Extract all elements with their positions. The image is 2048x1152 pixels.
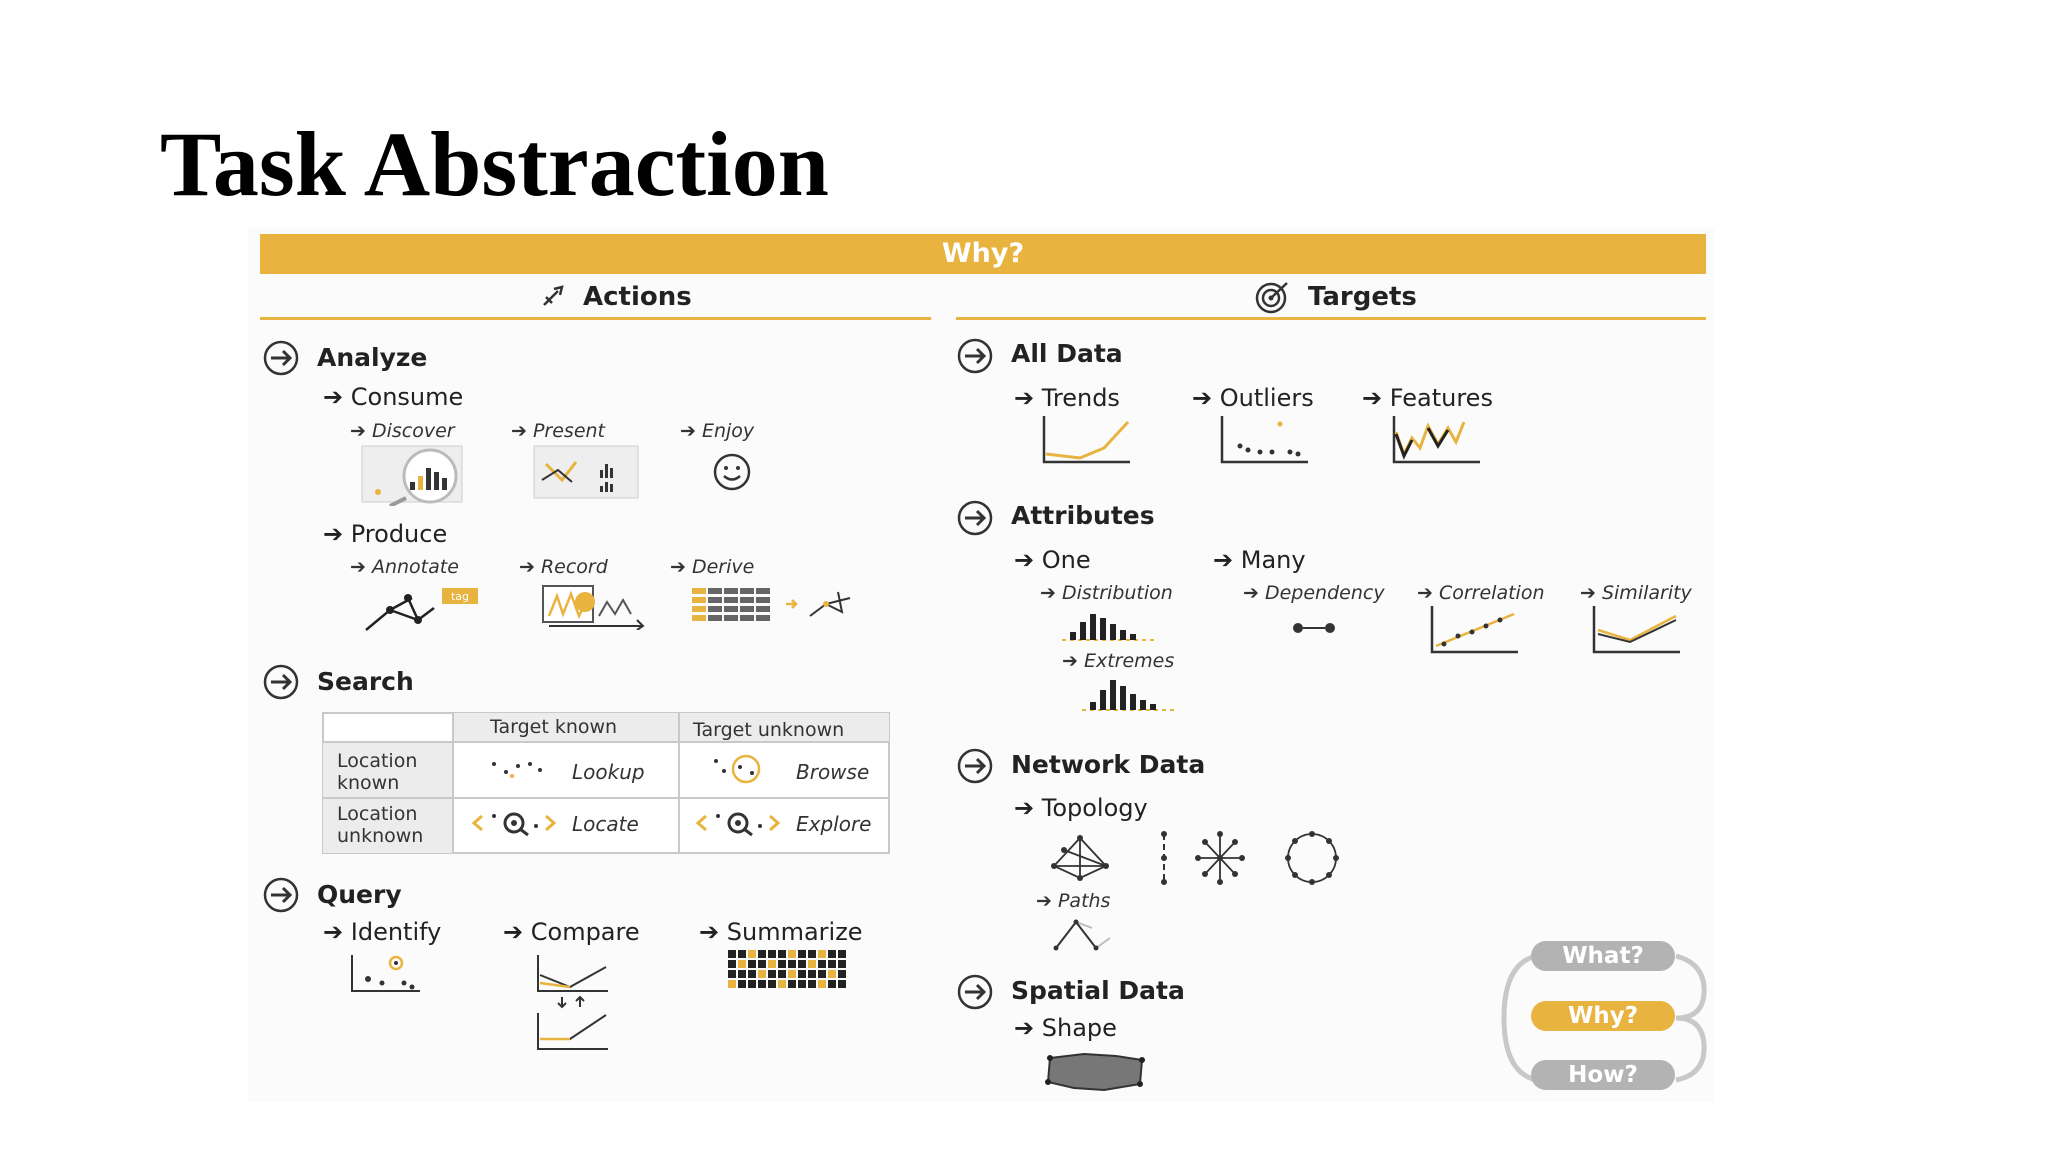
target-icon xyxy=(1254,280,1292,314)
query-arrow-icon xyxy=(261,877,301,913)
query-heading: Query xyxy=(317,880,402,909)
targets-heading: Targets xyxy=(1308,282,1417,312)
enjoy-text: Enjoy xyxy=(701,420,755,442)
topology-label: ➔ Topology xyxy=(1014,794,1148,822)
derive-text: Derive xyxy=(691,556,755,578)
lookup-icon xyxy=(490,758,546,782)
summarize-cell xyxy=(748,960,756,968)
dependency-icon xyxy=(1290,618,1340,638)
summarize-cell xyxy=(818,960,826,968)
summarize-label: ➔ Summarize xyxy=(699,918,863,946)
summarize-cell xyxy=(738,980,746,988)
all-data-arrow-icon xyxy=(955,338,995,374)
consume-label: ➔ Consume xyxy=(323,383,464,411)
summarize-cell xyxy=(758,980,766,988)
summarize-icon xyxy=(726,948,848,990)
dependency-label: ➔ Dependency xyxy=(1243,582,1385,604)
search-row-location-unknown: Location unknown xyxy=(337,803,424,847)
lookup-label: Lookup xyxy=(572,760,645,784)
paths-icon xyxy=(1052,914,1114,954)
locate-icon xyxy=(470,808,562,838)
similarity-text: Similarity xyxy=(1601,582,1692,604)
annotate-icon xyxy=(362,580,482,636)
summarize-cell xyxy=(768,960,776,968)
what-pill[interactable]: What? xyxy=(1531,941,1675,971)
shape-label: ➔ Shape xyxy=(1014,1014,1117,1042)
record-icon xyxy=(541,580,647,630)
present-label: ➔ Present xyxy=(511,420,606,442)
attributes-heading: Attributes xyxy=(1011,501,1155,530)
topology-text: Topology xyxy=(1041,794,1148,822)
actions-heading: Actions xyxy=(583,282,692,312)
extremes-icon xyxy=(1080,676,1180,712)
record-text: Record xyxy=(540,556,608,578)
summarize-cell xyxy=(778,980,786,988)
search-arrow-icon xyxy=(261,664,301,700)
summarize-cell xyxy=(728,980,736,988)
produce-label: ➔ Produce xyxy=(323,520,448,548)
one-text: One xyxy=(1041,546,1091,574)
summarize-cell xyxy=(818,970,826,978)
extremes-label: ➔ Extremes xyxy=(1062,650,1175,672)
summarize-cell xyxy=(828,950,836,958)
distribution-text: Distribution xyxy=(1061,582,1173,604)
compare-label: ➔ Compare xyxy=(503,918,640,946)
shape-text: Shape xyxy=(1041,1014,1117,1042)
summarize-cell xyxy=(738,970,746,978)
paths-text: Paths xyxy=(1057,890,1111,912)
browse-icon xyxy=(710,753,770,785)
summarize-cell xyxy=(788,970,796,978)
extremes-text: Extremes xyxy=(1083,650,1175,672)
outliers-chart-icon xyxy=(1218,414,1312,466)
summarize-cell xyxy=(758,950,766,958)
explore-icon xyxy=(694,808,786,838)
summarize-cell xyxy=(808,970,816,978)
similarity-chart-icon xyxy=(1590,604,1684,656)
derive-label: ➔ Derive xyxy=(670,556,755,578)
present-icon xyxy=(532,444,642,500)
summarize-cell xyxy=(798,970,806,978)
features-label: ➔ Features xyxy=(1362,384,1493,412)
locate-label: Locate xyxy=(572,812,639,836)
compare-text: Compare xyxy=(530,918,640,946)
explore-label: Explore xyxy=(796,812,872,836)
slide-title: Task Abstraction xyxy=(160,113,829,215)
how-pill[interactable]: How? xyxy=(1531,1060,1675,1090)
summarize-cell xyxy=(808,960,816,968)
dependency-text: Dependency xyxy=(1264,582,1385,604)
features-text: Features xyxy=(1389,384,1493,412)
summarize-cell xyxy=(748,980,756,988)
spatial-data-arrow-icon xyxy=(955,974,995,1010)
discover-icon xyxy=(360,444,472,506)
network-data-arrow-icon xyxy=(955,748,995,784)
summarize-cell xyxy=(828,980,836,988)
many-text: Many xyxy=(1240,546,1306,574)
summarize-cell xyxy=(808,950,816,958)
all-data-heading: All Data xyxy=(1011,339,1123,368)
summarize-cell xyxy=(728,950,736,958)
summarize-cell xyxy=(828,960,836,968)
outliers-text: Outliers xyxy=(1219,384,1314,412)
summarize-cell xyxy=(838,980,846,988)
targets-rule xyxy=(956,317,1706,320)
summarize-cell xyxy=(788,960,796,968)
annotate-label: ➔ Annotate xyxy=(350,556,459,578)
network-data-heading: Network Data xyxy=(1011,750,1206,779)
discover-label: ➔ Discover xyxy=(350,420,455,442)
spatial-data-heading: Spatial Data xyxy=(1011,976,1185,1005)
trends-text: Trends xyxy=(1041,384,1120,412)
paths-label: ➔ Paths xyxy=(1036,890,1111,912)
summarize-cell xyxy=(738,960,746,968)
summarize-cell xyxy=(768,980,776,988)
features-chart-icon xyxy=(1390,414,1484,466)
trends-chart-icon xyxy=(1040,414,1134,466)
summarize-cell xyxy=(748,970,756,978)
annotate-tag-text: tag xyxy=(450,590,470,603)
topology-icons xyxy=(1050,830,1350,886)
summarize-cell xyxy=(728,970,736,978)
discover-text: Discover xyxy=(371,420,455,442)
summarize-cell xyxy=(798,950,806,958)
search-col-target-unknown: Target unknown xyxy=(693,719,845,741)
summarize-cell xyxy=(828,970,836,978)
summarize-cell xyxy=(818,950,826,958)
trends-label: ➔ Trends xyxy=(1014,384,1120,412)
search-heading: Search xyxy=(317,667,414,696)
annotate-text: Annotate xyxy=(371,556,459,578)
distribution-icon xyxy=(1060,608,1160,642)
summarize-cell xyxy=(758,960,766,968)
enjoy-smiley-icon xyxy=(708,452,756,492)
actions-icon xyxy=(540,283,570,311)
summarize-cell xyxy=(788,950,796,958)
why-banner xyxy=(260,234,1706,274)
summarize-cell xyxy=(778,970,786,978)
summarize-text: Summarize xyxy=(726,918,863,946)
summarize-cell xyxy=(838,970,846,978)
search-row-location-known: Location known xyxy=(337,750,418,794)
summarize-cell xyxy=(778,960,786,968)
search-col-target-known: Target known xyxy=(490,716,618,738)
analyze-arrow-icon xyxy=(261,340,301,376)
actions-rule xyxy=(260,317,931,320)
distribution-label: ➔ Distribution xyxy=(1040,582,1173,604)
outliers-label: ➔ Outliers xyxy=(1192,384,1314,412)
identify-text: Identify xyxy=(350,918,442,946)
summarize-cell xyxy=(768,950,776,958)
why-banner-label: Why? xyxy=(941,238,1025,269)
summarize-cell xyxy=(728,960,736,968)
compare-icon xyxy=(534,953,610,1053)
correlation-chart-icon xyxy=(1428,604,1522,656)
record-label: ➔ Record xyxy=(519,556,608,578)
produce-text: Produce xyxy=(350,520,448,548)
correlation-text: Correlation xyxy=(1438,582,1545,604)
correlation-label: ➔ Correlation xyxy=(1417,582,1545,604)
summarize-cell xyxy=(778,950,786,958)
summarize-cell xyxy=(808,980,816,988)
summarize-cell xyxy=(838,950,846,958)
present-text: Present xyxy=(532,420,606,442)
consume-text: Consume xyxy=(350,383,464,411)
enjoy-label: ➔ Enjoy xyxy=(680,420,755,442)
summarize-cell xyxy=(748,950,756,958)
attributes-arrow-icon xyxy=(955,500,995,536)
summarize-cell xyxy=(798,980,806,988)
similarity-label: ➔ Similarity xyxy=(1580,582,1692,604)
identify-label: ➔ Identify xyxy=(323,918,442,946)
summarize-cell xyxy=(818,980,826,988)
browse-label: Browse xyxy=(796,760,870,784)
summarize-cell xyxy=(768,970,776,978)
summarize-cell xyxy=(798,960,806,968)
derive-icon xyxy=(690,586,860,626)
many-label: ➔ Many xyxy=(1213,546,1306,574)
summarize-cell xyxy=(738,950,746,958)
analyze-heading: Analyze xyxy=(317,343,428,372)
identify-icon xyxy=(348,953,424,995)
summarize-cell xyxy=(838,960,846,968)
summarize-cell xyxy=(758,970,766,978)
summarize-cell xyxy=(788,980,796,988)
shape-icon xyxy=(1044,1050,1148,1094)
why-pill[interactable]: Why? xyxy=(1531,1001,1675,1031)
one-label: ➔ One xyxy=(1014,546,1091,574)
